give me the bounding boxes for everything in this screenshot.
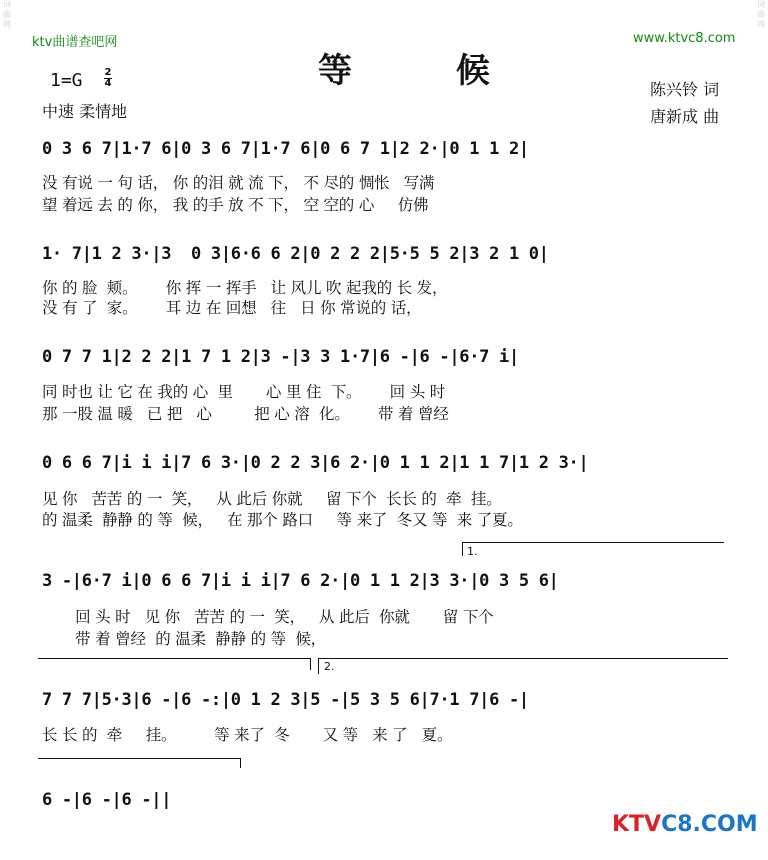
- notation-line-4: 0 6 6 7|i i i|7 6 3·|0 2 2 3|6 2·|0 1 1 2|1 1 7|1 2 3·|: [42, 453, 589, 473]
- first-ending-bracket-line: [462, 542, 724, 543]
- lyrics-line-1-verse-2: 望 着远 去 的 你， 我 的手 放 不 下， 空 空的 心 仿佛: [42, 196, 429, 214]
- first-ending-continuation-line: [38, 658, 310, 659]
- lyrics-line-2-verse-1: 你 的 脸 颊。 你 挥 一 挥手 让 风儿 吹 起我的 长 发，: [42, 279, 448, 297]
- lyrics-line-2-verse-2: 没 有 了 家。 耳 边 在 回想 往 日 你 常说的 话，: [42, 299, 422, 317]
- second-ending-continuation-line: [38, 758, 240, 759]
- site-url-right[interactable]: www.ktvc8.com: [633, 31, 736, 46]
- composer-credit: 唐新成 曲: [650, 107, 720, 126]
- meter-top: 2: [104, 67, 112, 78]
- second-ending-bracket-tick: [318, 658, 319, 674]
- key-signature: 1=G: [50, 70, 83, 91]
- time-signature: [104, 68, 112, 89]
- first-ending-end-tick: [310, 658, 311, 670]
- left-watermark-strip: [0, 0, 14, 860]
- notation-line-2: 1· 7|1 2 3·|3 0 3|6·6 6 2|0 2 2 2|5·5 5 2|3 2 1 0|: [42, 244, 549, 264]
- notation-line-6: 7 7 7|5·3|6 -|6 -:|0 1 2 3|5 -|5 3 5 6|7·1 7|6 -|: [42, 690, 529, 710]
- lyrics-line-3-verse-1: 同 时也 让 它 在 我的 心 里 心 里 住 下。 回 头 时: [42, 383, 446, 401]
- second-ending-bracket-line: [318, 658, 728, 659]
- lyricist-credit: 陈兴铃 词: [650, 80, 720, 99]
- site-name-left[interactable]: ktv曲谱查吧网: [32, 35, 118, 50]
- meter-bottom: 4: [104, 78, 112, 89]
- lyrics-line-5-verse-1: 回 头 时 见 你 苦苦 的 一 笑， 从 此后 你就 留 下个: [42, 608, 494, 626]
- lyrics-line-1-verse-1: 没 有说 一 句 话， 你 的泪 就 流 下， 不 尽的 惆怅 写满: [42, 174, 435, 192]
- lyrics-line-4-verse-2: 的 温柔 静静 的 等 候， 在 那个 路口 等 来了 冬又 等 来 了夏。: [42, 511, 523, 529]
- ktvc8-logo[interactable]: [612, 812, 758, 837]
- logo-part-c8com: C8.COM: [661, 812, 758, 837]
- first-ending-bracket-tick: [462, 542, 463, 556]
- lyrics-line-4-verse-1: 见 你 苦苦 的 一 笑， 从 此后 你就 留 下个 长长 的 牵 挂。: [42, 490, 502, 508]
- lyrics-line-6: 长 长 的 牵 挂。 等 来了 冬 又 等 来 了 夏。: [42, 726, 453, 744]
- second-ending-label: 2.: [324, 660, 335, 673]
- notation-line-5: 3 -|6·7 i|0 6 6 7|i i i|7 6 2·|0 1 1 2|3 3·|0 3 5 6|: [42, 571, 559, 591]
- second-ending-end-tick: [240, 758, 241, 768]
- right-watermark-strip: [754, 0, 768, 860]
- lyrics-line-3-verse-2: 那 一股 温 暖 已 把 心 把 心 溶 化。 带 着 曾经: [42, 405, 449, 423]
- logo-part-ktv: KTV: [612, 812, 662, 837]
- first-ending-label: 1.: [467, 545, 478, 558]
- watermark-text: 词 曲 网: [757, 0, 765, 29]
- notation-line-3: 0 7 7 1|2 2 2|1 7 1 2|3 -|3 3 1·7|6 -|6 -|6·7 i|: [42, 347, 519, 367]
- watermark-text: 词 曲 网: [3, 0, 11, 29]
- lyrics-line-5-verse-2: 带 着 曾经 的 温柔 静静 的 等 候，: [42, 630, 326, 648]
- notation-line-7: 6 -|6 -|6 -||: [42, 790, 172, 810]
- notation-line-1: 0 3 6 7|1·7 6|0 3 6 7|1·7 6|0 6 7 1|2 2·|0 1 1 2|: [42, 139, 529, 159]
- song-title: 等 候: [318, 51, 536, 91]
- tempo-marking: 中速 柔情地: [42, 102, 128, 121]
